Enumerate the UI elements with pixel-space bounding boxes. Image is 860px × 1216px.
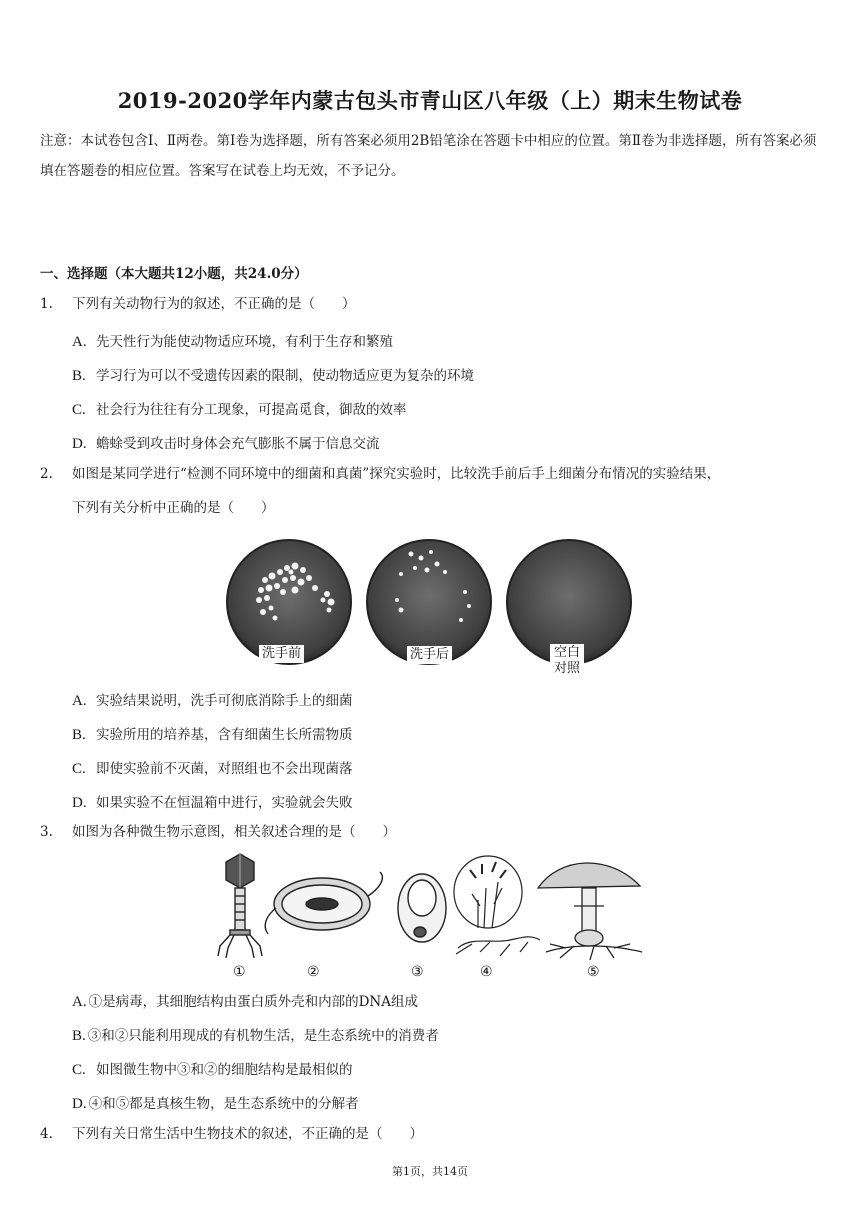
exam-instructions: 注意：本试卷包含Ⅰ、Ⅱ两卷。第Ⅰ卷为选择题，所有答案必须用2B铅笔涂在答题卡中相应的位置。第Ⅱ卷为非选择题，所有答案必须填在答题卷的相应位置。答案写在试卷上均无效，不予记分。 bbox=[40, 133, 817, 179]
question-number: 1. bbox=[40, 296, 53, 312]
microorganism-illustration bbox=[210, 848, 650, 966]
question-1-option-c bbox=[72, 398, 407, 419]
option-text: 学习行为可以不受遗传因素的限制，使动物适应更为复杂的环境 bbox=[96, 368, 474, 384]
option-label: D. bbox=[72, 1096, 87, 1112]
option-label: D. bbox=[72, 795, 87, 811]
question-1-option-d bbox=[72, 432, 380, 453]
option-label: B. bbox=[72, 368, 86, 384]
question-1-option-b bbox=[72, 364, 474, 385]
question-number: 3. bbox=[40, 824, 53, 840]
option-label: C. bbox=[72, 761, 86, 777]
question-2-option-c bbox=[72, 757, 353, 778]
microorganism-figure bbox=[210, 848, 650, 984]
question-number: 4. bbox=[40, 1126, 53, 1142]
option-text: ③和②只能利用现成的有机物生活，是生态系统中的消费者 bbox=[87, 1028, 439, 1044]
option-label: A. bbox=[72, 693, 87, 709]
dish-label-control: 空白 对照 bbox=[550, 644, 584, 678]
question-3-option-b bbox=[72, 1024, 439, 1045]
option-text: 如图微生物中③和②的细胞结构是最相似的 bbox=[96, 1062, 353, 1078]
question-2-option-d bbox=[72, 791, 353, 812]
bacteriophage-drawing bbox=[218, 854, 262, 958]
figure-label-4: ④ bbox=[480, 964, 493, 980]
option-text: 即使实验前不灭菌，对照组也不会出现菌落 bbox=[96, 761, 353, 777]
page-title: 2019-2020学年内蒙古包头市青山区八年级（上）期末生物试卷 bbox=[117, 88, 743, 113]
option-label: D. bbox=[72, 436, 87, 452]
option-label: A. bbox=[72, 994, 87, 1010]
option-text: ④和⑤都是真核生物，是生态系统中的分解者 bbox=[88, 1096, 359, 1112]
bacterium-drawing bbox=[265, 872, 382, 934]
question-3-option-d bbox=[72, 1092, 359, 1113]
question-1-stem bbox=[40, 287, 356, 321]
question-4-stem bbox=[40, 1117, 423, 1151]
question-text: 如图为各种微生物示意图，相关叙述合理的是（ ） bbox=[72, 824, 396, 840]
dish-label-after: 洗手后 bbox=[407, 646, 452, 664]
question-3-stem bbox=[40, 815, 396, 849]
option-text: 如果实验不在恒温箱中进行，实验就会失败 bbox=[96, 795, 353, 811]
figure-label-1: ① bbox=[233, 964, 246, 980]
figure-label-5: ⑤ bbox=[587, 964, 600, 980]
option-text: ①是病毒，其细胞结构由蛋白质外壳和内部的DNA组成 bbox=[88, 994, 418, 1010]
option-label: B. bbox=[72, 1028, 86, 1044]
question-3-option-a bbox=[72, 990, 418, 1011]
question-2-option-a bbox=[72, 689, 353, 710]
question-2-stem-cont: 下列有关分析中正确的是（ ） bbox=[72, 500, 275, 516]
option-text: 先天性行为能使动物适应环境，有利于生存和繁殖 bbox=[96, 334, 393, 350]
option-text: 社会行为往往有分工现象，可提高觅食，御敌的效率 bbox=[96, 402, 407, 418]
question-number: 2. bbox=[40, 466, 53, 482]
page-footer: 第1页，共14页 bbox=[392, 1165, 468, 1178]
option-text: 蟾蜍受到攻击时身体会充气膨胀不属于信息交流 bbox=[96, 436, 380, 452]
mold-drawing bbox=[454, 856, 540, 956]
question-text: 如图是某同学进行“检测不同环境中的细菌和真菌”探究实验时，比较洗手前后手上细菌分布情况的实验结果， bbox=[72, 466, 721, 482]
option-label: C. bbox=[72, 402, 86, 418]
petri-dish-figure bbox=[225, 528, 635, 680]
dish-label-before: 洗手前 bbox=[259, 645, 304, 663]
option-label: B. bbox=[72, 727, 86, 743]
option-text: 实验所用的培养基，含有细菌生长所需物质 bbox=[96, 727, 353, 743]
mushroom-drawing bbox=[538, 863, 642, 960]
figure-label-2: ② bbox=[307, 964, 320, 980]
yeast-cell-drawing bbox=[398, 874, 446, 942]
option-label: A. bbox=[72, 334, 87, 350]
question-2-stem bbox=[40, 457, 720, 491]
question-text: 下列有关动物行为的叙述，不正确的是（ ） bbox=[72, 296, 356, 312]
question-2-option-b bbox=[72, 723, 353, 744]
option-label: C. bbox=[72, 1062, 86, 1078]
section-heading: 一、选择题（本大题共12小题，共24.0分） bbox=[40, 266, 308, 282]
option-text: 实验结果说明，洗手可彻底消除手上的细菌 bbox=[96, 693, 353, 709]
question-text: 下列有关日常生活中生物技术的叙述，不正确的是（ ） bbox=[72, 1126, 423, 1142]
question-1-option-a bbox=[72, 330, 393, 351]
question-3-option-c bbox=[72, 1058, 353, 1079]
figure-label-3: ③ bbox=[411, 964, 424, 980]
